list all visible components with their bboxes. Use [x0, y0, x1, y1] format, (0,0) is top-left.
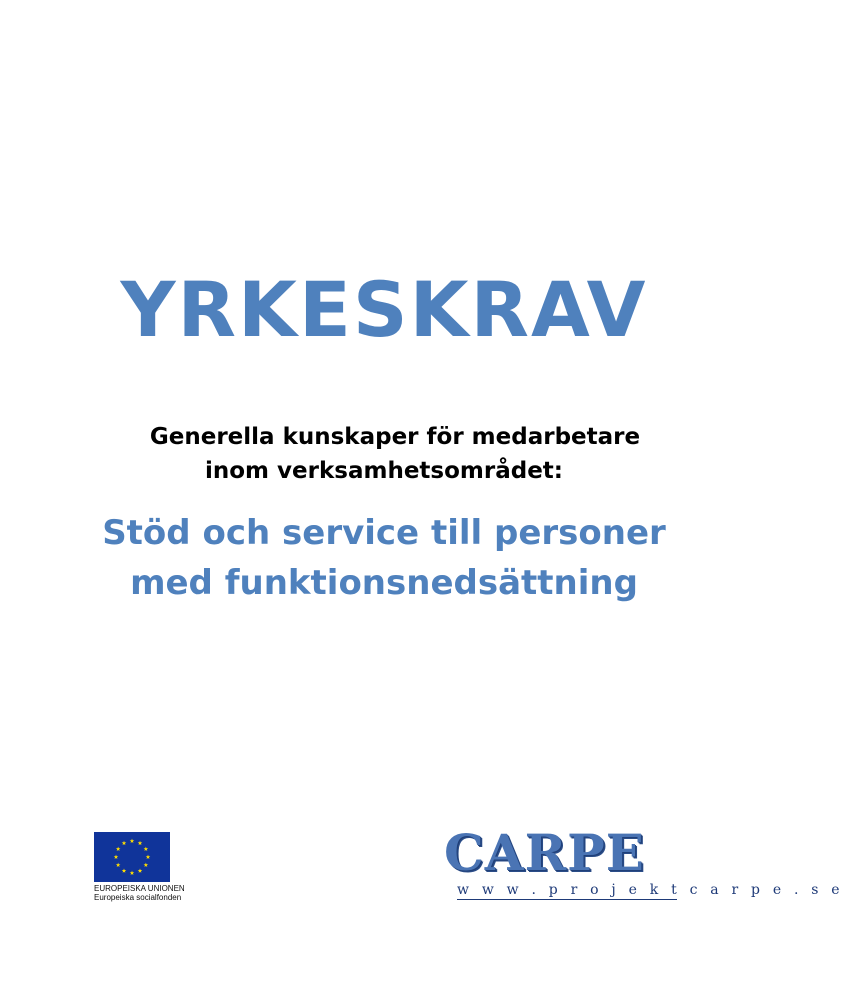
- carpe-url-link[interactable]: w w w . p r o j e k t c a r p e . s e: [457, 882, 844, 898]
- eu-caption: [94, 884, 185, 902]
- document-topic: [0, 508, 768, 608]
- eu-logo: [94, 832, 185, 902]
- carpe-logo: [444, 823, 844, 900]
- eu-flag-icon: [94, 832, 170, 882]
- subtitle-line-2: inom verksamhetsområdet:: [205, 458, 563, 484]
- document-title: YRKESKRAV: [120, 265, 648, 354]
- topic-line-1: Stöd och service till personer: [102, 513, 666, 553]
- document-subtitle: [0, 420, 768, 488]
- topic-line-2: med funktionsnedsättning: [130, 563, 638, 603]
- eu-caption-line-2: Europeiska socialfonden: [94, 893, 182, 902]
- eu-caption-line-1: EUROPEISKA UNIONEN: [94, 884, 185, 893]
- subtitle-line-1: Generella kunskaper för medarbetare: [149, 424, 641, 450]
- carpe-logo-word: CARPE: [444, 823, 645, 882]
